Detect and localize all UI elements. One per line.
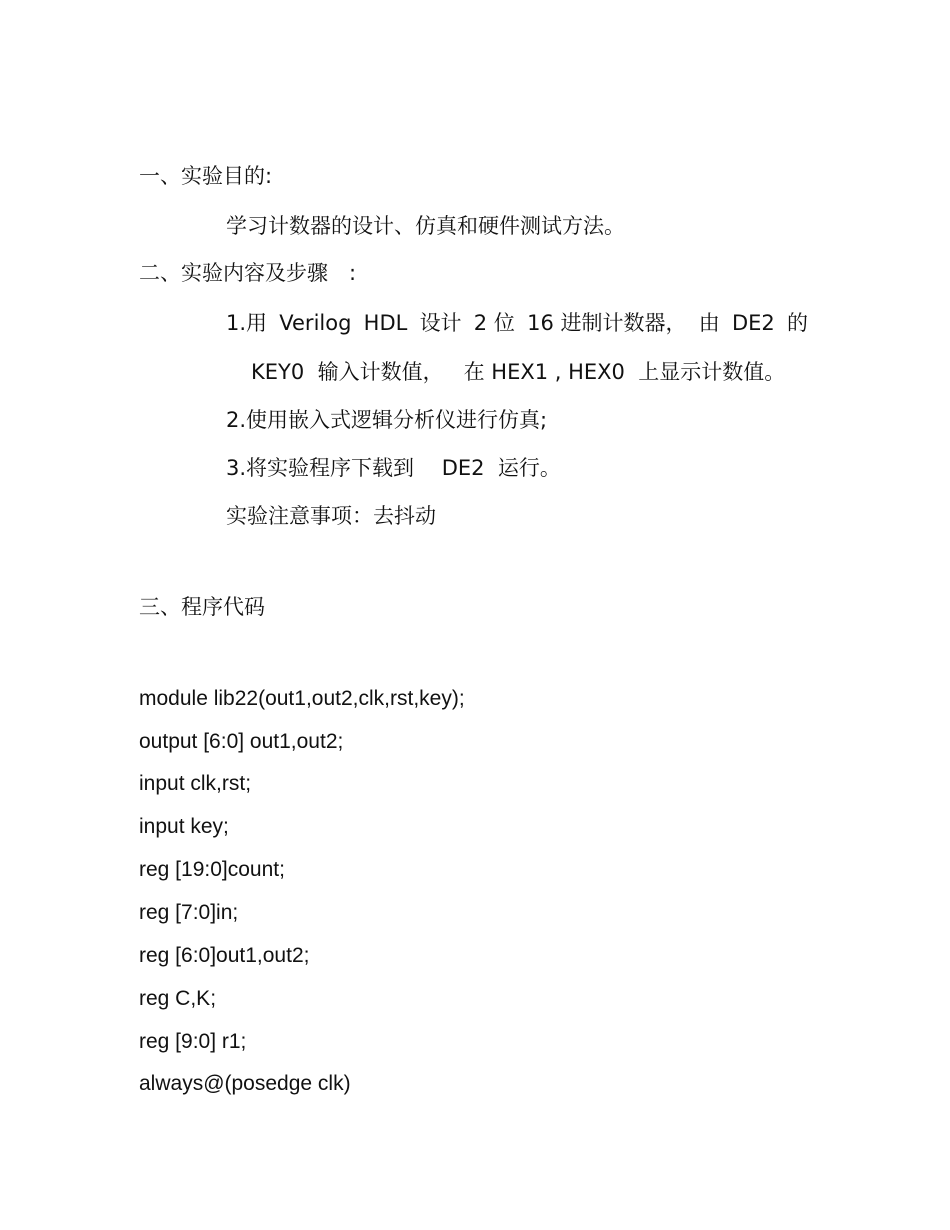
code-line: reg [9:0] r1; [139,1030,247,1053]
code-line: reg [6:0]out1,out2; [139,944,310,967]
step-1-line-2: KEY0 输入计数值， 在 HEX1 , HEX0 上显示计数值。 [251,360,786,384]
step-1-token: 16 进制计数器， [527,311,687,335]
step-1-line-1 [226,310,808,336]
section-heading-content-steps: 二、实验内容及步骤 : [139,261,357,285]
step-1-token: 设计 [419,311,462,335]
step-1-token: 由 [698,311,720,335]
code-line: module lib22(out1,out2,clk,rst,key); [139,687,465,710]
step-2: 2.使用嵌入式逻辑分析仪进行仿真; [226,408,548,432]
code-line: always@(posedge clk) [139,1072,351,1095]
step-1-token: 1.用 [226,311,268,335]
code-line: input clk,rst; [139,772,252,795]
notes-line: 实验注意事项：去抖动 [226,504,436,528]
step-1-token: 的 [787,311,808,335]
objective-text: 学习计数器的设计、仿真和硬件测试方法。 [226,214,625,238]
code-line: reg [7:0]in; [139,901,239,924]
section-heading-code: 三、程序代码 [139,595,265,619]
code-line: reg C,K; [139,987,217,1010]
step-1-token: 2 位 [473,311,515,335]
section-heading-objective: 一、实验目的: [139,164,273,188]
code-line: reg [19:0]count; [139,858,285,881]
step-1-token: DE2 [731,311,775,335]
code-line: output [6:0] out1,out2; [139,730,344,753]
step-1-token: HDL [363,311,408,335]
code-line: input key; [139,815,229,838]
step-1-token: Verilog [279,311,352,335]
step-3: 3.将实验程序下载到 DE2 运行。 [226,456,561,480]
